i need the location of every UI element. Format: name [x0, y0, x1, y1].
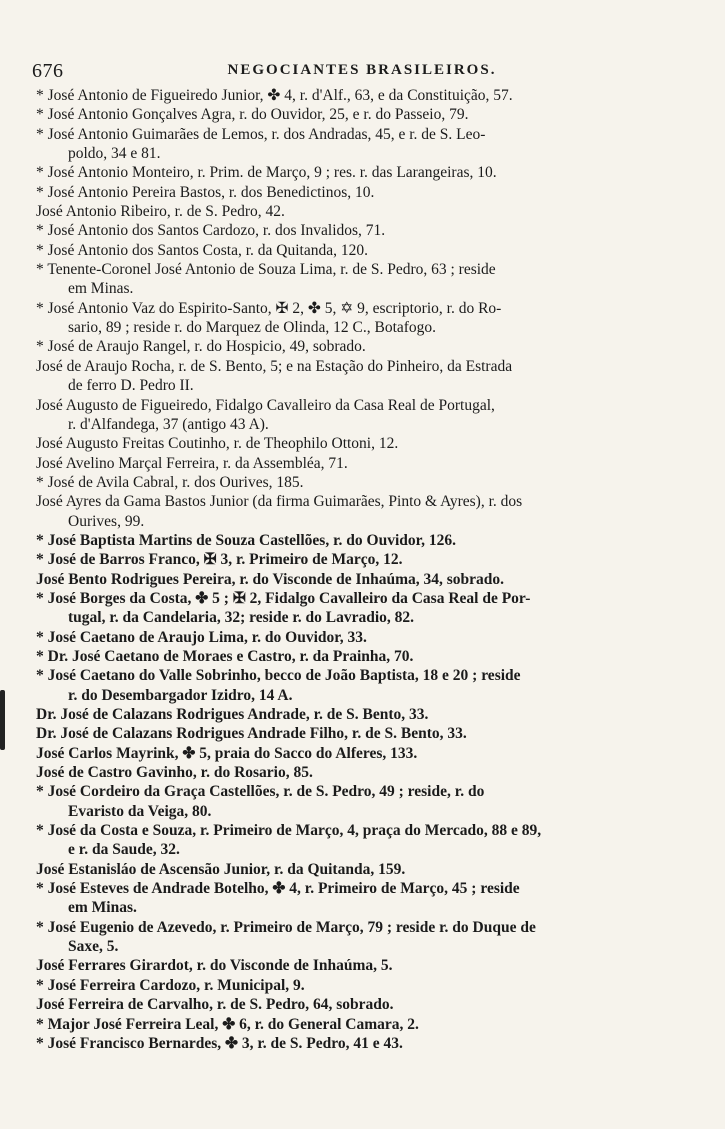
directory-entry [36, 163, 684, 182]
directory-entry [36, 86, 684, 105]
entry-line: * José Antonio dos Santos Costa, r. da Quitanda, 120. [36, 241, 368, 259]
entry-line: r. d'Alfandega, 37 (antigo 43 A). [68, 415, 269, 433]
entry-line: * José Ferreira Cardozo, r. Municipal, 9. [36, 976, 305, 994]
directory-entry [36, 744, 684, 763]
entry-line: Dr. José de Calazans Rodrigues Andrade Filho, r. de S. Bento, 33. [36, 725, 467, 743]
entry-line: * José Antonio Pereira Bastos, r. dos Benedictinos, 10. [36, 183, 375, 201]
entry-line: José Avelino Marçal Ferreira, r. da Assembléa, 71. [36, 454, 348, 472]
entry-line: r. do Desembargador Izidro, 14 A. [68, 686, 293, 704]
entry-line: Dr. José de Calazans Rodrigues Andrade, r. de S. Bento, 33. [36, 706, 429, 723]
scan-edge-mark [0, 690, 5, 750]
directory-entry [36, 1034, 684, 1053]
directory-entry [36, 221, 684, 240]
entry-line: em Minas. [68, 899, 137, 917]
directory-entry [36, 183, 684, 202]
entry-line: * José Francisco Bernardes, ✤ 3, r. de S. Pedro, 41 e 43. [36, 1034, 403, 1052]
directory-entry [36, 918, 684, 957]
entry-line: José de Castro Gavinho, r. do Rosario, 85. [36, 764, 313, 782]
entry-line: * José Antonio Monteiro, r. Prim. de Março, 9 ; res. r. das Larangeiras, 10. [36, 164, 497, 182]
entry-line: José Antonio Ribeiro, r. de S. Pedro, 42. [36, 203, 285, 221]
directory-entry [36, 705, 684, 724]
entry-line: * José Cordeiro da Graça Castellões, r. de S. Pedro, 49 ; reside, r. do [36, 783, 485, 801]
entry-line: * José Baptista Martins de Souza Castellões, r. do Ouvidor, 126. [36, 531, 456, 549]
entry-line: José Carlos Mayrink, ✤ 5, praia do Sacco do Alferes, 133. [36, 744, 418, 762]
directory-entry [36, 976, 684, 995]
directory-entry [36, 105, 684, 124]
directory-entry [36, 260, 684, 299]
entry-line: Ourives, 99. [68, 512, 145, 530]
entry-line: sario, 89 ; reside r. do Marquez de Olinda, 12 C., Botafogo. [68, 319, 437, 337]
directory-entry [36, 357, 684, 396]
entry-line: poldo, 34 e 81. [68, 145, 161, 163]
entry-line: Saxe, 5. [68, 938, 119, 956]
directory-entry [36, 299, 684, 338]
directory-entry [36, 647, 684, 666]
directory-entry [36, 241, 684, 260]
entry-line: * José de Avila Cabral, r. dos Ourives, 185. [36, 473, 304, 491]
entry-line: de ferro D. Pedro II. [68, 377, 194, 395]
directory-entry [36, 589, 684, 628]
directory-entry [36, 125, 684, 164]
entry-line: José Bento Rodrigues Pereira, r. do Visconde de Inhaúma, 34, sobrado. [36, 570, 505, 588]
entry-line: * Tenente-Coronel José Antonio de Souza Lima, r. de S. Pedro, 63 ; reside [36, 261, 496, 279]
page-header [32, 60, 692, 86]
running-title: NEGOCIANTES BRASILEIROS. [227, 62, 497, 78]
directory-entry [36, 570, 684, 589]
page-number: 676 [32, 60, 64, 82]
entry-line: José Augusto Freitas Coutinho, r. de Theophilo Ottoni, 12. [36, 435, 399, 453]
entry-line: * Major José Ferreira Leal, ✤ 6, r. do General Camara, 2. [36, 1015, 419, 1033]
entry-line: tugal, r. da Candelaria, 32; reside r. do Lavradio, 82. [68, 609, 415, 627]
directory-entry [36, 337, 684, 356]
entry-line: * José de Araujo Rangel, r. do Hospicio, 49, sobrado. [36, 338, 366, 356]
entry-line: José Ayres da Gama Bastos Junior (da firma Guimarães, Pinto & Ayres), r. dos [36, 493, 523, 511]
directory-entry [36, 550, 684, 569]
entry-line: Evaristo da Veiga, 80. [68, 802, 212, 820]
entry-line: * José Eugenio de Azevedo, r. Primeiro de Março, 79 ; reside r. do Duque de [36, 918, 536, 936]
entry-line: * José Antonio de Figueiredo Junior, ✤ 4, r. d'Alf., 63, e da Constituição, 57. [36, 87, 513, 104]
directory-entry [36, 763, 684, 782]
entry-line: * José da Costa e Souza, r. Primeiro de Março, 4, praça do Mercado, 88 e 89, [36, 822, 542, 840]
entry-line: em Minas. [68, 280, 134, 298]
entry-line: * José Antonio Guimarães de Lemos, r. dos Andradas, 45, e r. de S. Leo- [36, 125, 486, 143]
entry-line: José Estanisláo de Ascensão Junior, r. da Quitanda, 159. [36, 860, 406, 878]
entry-line: * José Antonio Vaz do Espirito-Santo, ✠ 2, ✤ 5, ✡ 9, escriptorio, r. do Ro- [36, 299, 502, 317]
entry-line: José Augusto de Figueiredo, Fidalgo Cavalleiro da Casa Real de Portugal, [36, 396, 495, 414]
directory-entry [36, 821, 684, 860]
directory-entry [36, 396, 684, 435]
entry-line: José Ferreira de Carvalho, r. de S. Pedro, 64, sobrado. [36, 996, 394, 1014]
directory-entry [36, 724, 684, 743]
directory-entry [36, 434, 684, 453]
entry-line: José Ferrares Girardot, r. do Visconde de Inhaúma, 5. [36, 957, 393, 975]
directory-entry [36, 473, 684, 492]
directory-entry [36, 454, 684, 473]
directory-entry [36, 666, 684, 705]
entry-line: * José Borges da Costa, ✤ 5 ; ✠ 2, Fidalgo Cavalleiro da Casa Real de Por- [36, 589, 531, 607]
directory-entry [36, 995, 684, 1014]
directory-entry [36, 492, 684, 531]
entry-line: * José Antonio Gonçalves Agra, r. do Ouvidor, 25, e r. do Passeio, 79. [36, 106, 469, 124]
directory-entry [36, 628, 684, 647]
directory-entry [36, 782, 684, 821]
entry-line: e r. da Saude, 32. [68, 841, 180, 859]
directory-entry [36, 879, 684, 918]
directory-entry [36, 956, 684, 975]
directory-entry [36, 531, 684, 550]
directory-entry [36, 202, 684, 221]
entry-line: José de Araujo Rocha, r. de S. Bento, 5; e na Estação do Pinheiro, da Estrada [36, 357, 513, 375]
entry-line: * José de Barros Franco, ✠ 3, r. Primeiro de Março, 12. [36, 551, 403, 569]
entry-line: * José Esteves de Andrade Botelho, ✤ 4, r. Primeiro de Março, 45 ; reside [36, 880, 520, 898]
directory-entries [36, 86, 684, 1053]
entry-line: * José Caetano do Valle Sobrinho, becco de João Baptista, 18 e 20 ; reside [36, 667, 521, 685]
entry-line: * Dr. José Caetano de Moraes e Castro, r. da Prainha, 70. [36, 647, 414, 665]
entry-line: * José Caetano de Araujo Lima, r. do Ouvidor, 33. [36, 628, 367, 646]
entry-line: * José Antonio dos Santos Cardozo, r. dos Invalidos, 71. [36, 222, 386, 240]
directory-entry [36, 1015, 684, 1034]
directory-entry [36, 860, 684, 879]
